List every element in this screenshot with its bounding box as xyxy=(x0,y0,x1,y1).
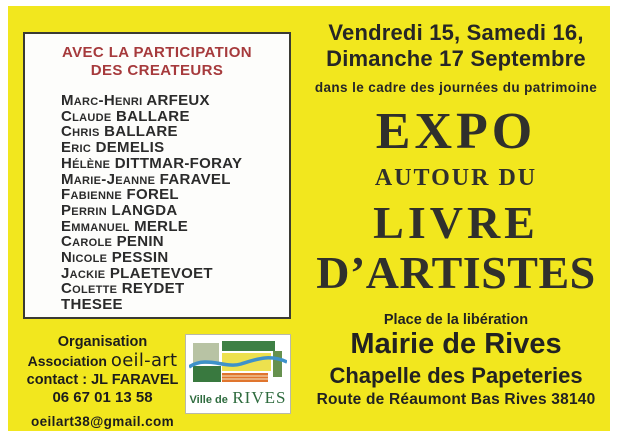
participant-name: Eric DEMELIS xyxy=(61,139,165,157)
participant-name: Colette REYDET xyxy=(61,280,185,298)
event-title-dartistes: D’ARTISTES xyxy=(316,247,596,298)
venue-chapelle: Chapelle des Papeteries xyxy=(329,363,583,388)
participant-name: Jackie PLAETEVOET xyxy=(61,264,213,282)
venue-place: Place de la libération xyxy=(383,312,529,328)
contact-line: contact : JL FARAVEL xyxy=(26,372,179,388)
participant-name: Hélène DITTMAR-FORAY xyxy=(61,154,243,172)
participant-name: Claude BALLARE xyxy=(61,107,190,125)
participant-name: Emmanuel MERLE xyxy=(61,217,189,235)
ville-de-rives-logo-art-icon xyxy=(189,338,287,386)
participant-name: Marie-Jeanne FARAVEL xyxy=(61,170,231,188)
event-dates-line1: Vendredi 15, Samedi 16, xyxy=(328,20,584,45)
participants-heading xyxy=(25,44,289,80)
association-name: oeil-art xyxy=(110,350,178,371)
participants-heading-line2: DES CREATEURS xyxy=(90,62,224,79)
organisation-block xyxy=(20,333,185,430)
association-line xyxy=(20,351,185,371)
organisation-title: Organisation xyxy=(57,334,148,350)
email-address: oeilart38@gmail.com xyxy=(30,414,175,429)
venue-route: Route de Réaumont Bas Rives 38140 xyxy=(316,391,596,408)
city-name: RIVES xyxy=(232,388,287,407)
participant-name: Marc-Henri ARFEUX xyxy=(61,92,210,109)
participant-name: Fabienne FOREL xyxy=(61,186,179,204)
event-title-expo: EXPO xyxy=(375,103,537,160)
city-label: Ville de xyxy=(189,394,228,406)
ville-de-rives-caption xyxy=(186,388,290,408)
participants-box xyxy=(23,32,291,319)
venue-mairie: Mairie de Rives xyxy=(350,328,562,360)
association-label: Association xyxy=(27,353,107,369)
participant-name: Carole PENIN xyxy=(61,233,164,251)
participant-name: THESEE xyxy=(61,296,123,314)
participants-names-list xyxy=(61,93,289,313)
participant-name: Perrin LANGDA xyxy=(61,201,178,219)
ville-de-rives-logo xyxy=(185,334,291,414)
event-title-livre: LIVRE xyxy=(373,197,539,248)
event-context: dans le cadre des journées du patrimoine xyxy=(314,80,598,95)
event-title-autour-du: AUTOUR DU xyxy=(374,165,538,191)
event-dates-line2: Dimanche 17 Septembre xyxy=(326,46,586,71)
phone-number: 06 67 01 13 58 xyxy=(52,389,153,406)
event-dates xyxy=(300,20,612,72)
participants-heading-line1: AVEC LA PARTICIPATION xyxy=(61,44,253,61)
participant-name: Nicole PESSIN xyxy=(61,249,169,267)
participant-name: Chris BALLARE xyxy=(61,123,178,141)
